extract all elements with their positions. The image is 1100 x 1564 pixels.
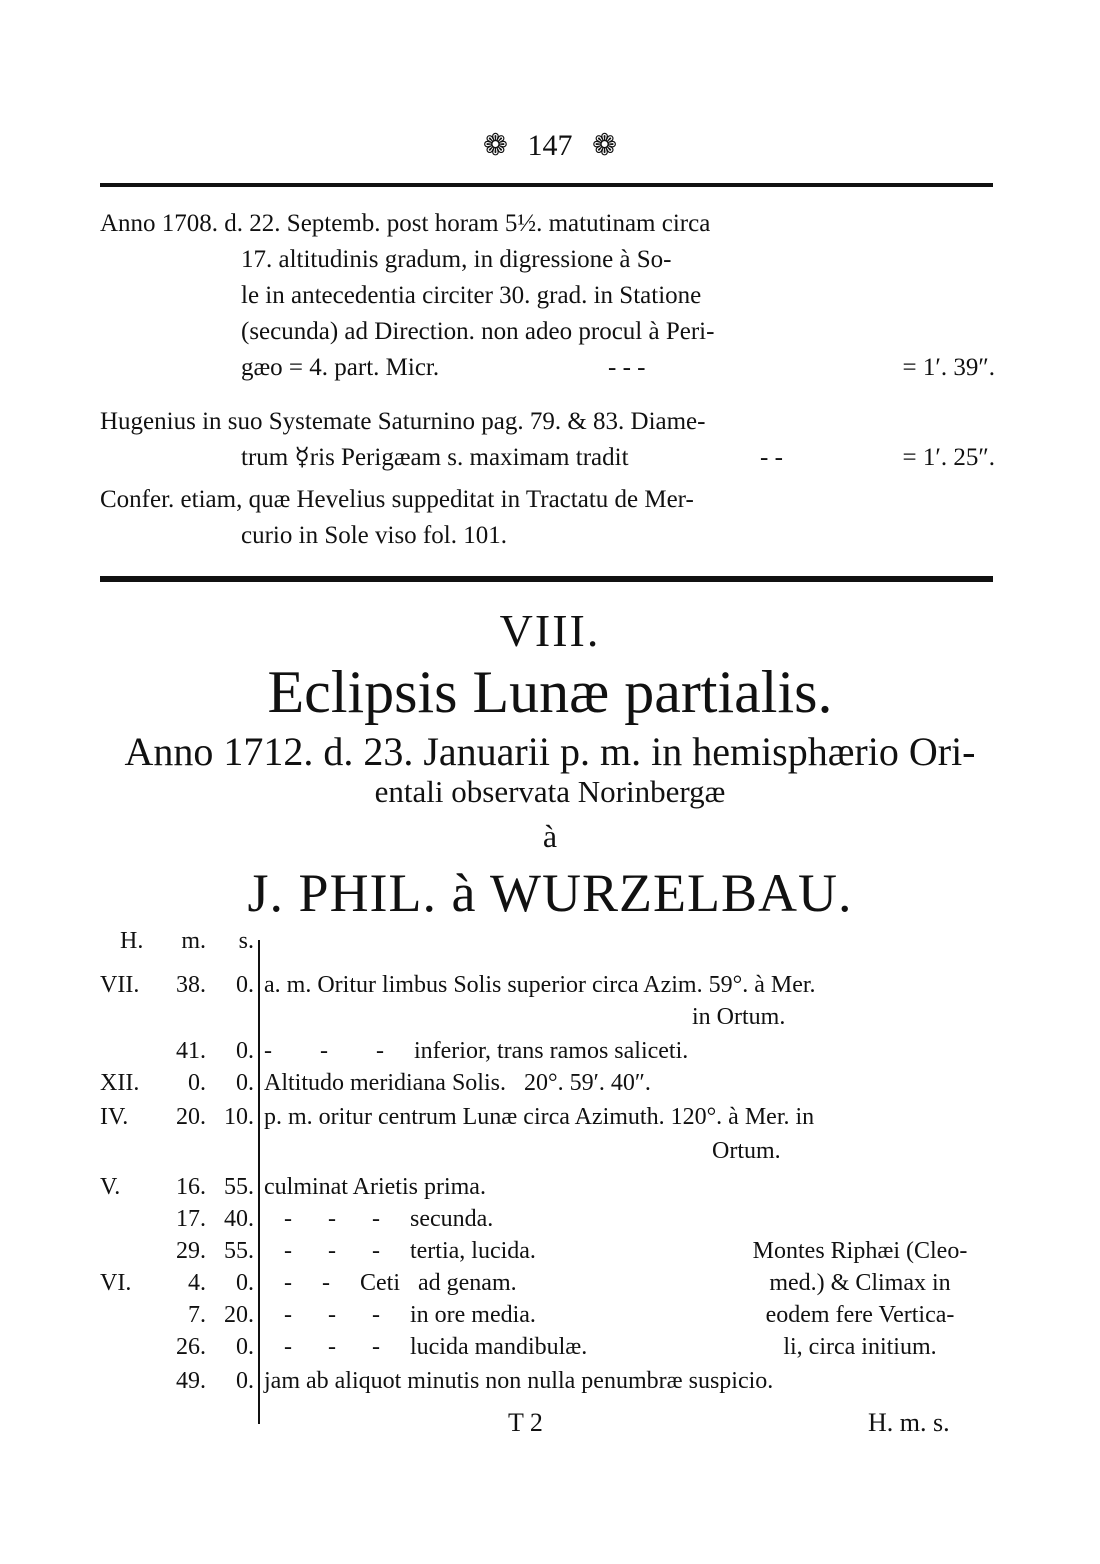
- entry-line: Hugenius in suo Systemate Saturnino pag. 79. & 83. Diame-: [100, 408, 706, 435]
- ornament-left-icon: ❁: [482, 129, 508, 162]
- table-row: [96, 1302, 996, 1332]
- page-number: 147: [527, 129, 573, 162]
- table-row-continuation: [96, 1004, 996, 1034]
- cell-minutes: 29.: [176, 1238, 206, 1264]
- cell-seconds: 0.: [236, 1334, 254, 1360]
- table-row: [96, 1070, 996, 1100]
- cell-seconds: 0.: [236, 1070, 254, 1096]
- section-subtitle-line1: Anno 1712. d. 23. Januarii p. m. in hemisphærio Ori-: [124, 729, 976, 774]
- cell-minutes: 20.: [176, 1104, 206, 1130]
- cell-hours: IV.: [100, 1104, 129, 1130]
- hugenius-diameter: = 1′. 25″.: [902, 444, 995, 471]
- cell-minutes: 26.: [176, 1334, 206, 1360]
- cell-observation: - - - lucida mandibulæ.: [284, 1334, 588, 1360]
- header-minutes: m.: [181, 928, 206, 954]
- cell-hours: VI.: [100, 1270, 132, 1296]
- cell-minutes: 16.: [176, 1174, 206, 1200]
- entry-mercury-1708: [100, 206, 995, 386]
- cell-minutes: 49.: [176, 1368, 206, 1394]
- entry-line: Anno 1708. d. 22. Septemb. post horam 5½. matutinam circa: [100, 210, 711, 237]
- table-row: [96, 1174, 996, 1204]
- section-title: Eclipsis Lunæ partialis.: [267, 659, 833, 725]
- cell-observation: - - - secunda.: [284, 1206, 494, 1232]
- cell-observation: p. m. oritur centrum Lunæ circa Azimuth. 120°. à Mer. in: [264, 1104, 815, 1130]
- table-row-continuation: [96, 1138, 996, 1168]
- entry-line: (secunda) ad Direction. non adeo procul à Peri-: [241, 318, 715, 345]
- cell-observation: - - - tertia, lucida.: [284, 1238, 536, 1264]
- leader-dashes: - - -: [608, 354, 646, 381]
- cell-hours: V.: [100, 1174, 121, 1200]
- table-row: [96, 1206, 996, 1236]
- section-preposition: à: [542, 818, 558, 854]
- cell-seconds: 20.: [224, 1302, 254, 1328]
- entry-line-last: [100, 440, 995, 476]
- cell-side-note: Montes Riphæi (Cleo-: [752, 1238, 968, 1264]
- entry-line: le in antecedentia circiter 30. grad. in Statione: [241, 282, 702, 309]
- cell-minutes: 17.: [176, 1206, 206, 1232]
- section-subtitle-line2: entali observata Norinbergæ: [374, 774, 726, 809]
- cell-side-note: med.) & Climax in: [769, 1270, 951, 1296]
- cell-seconds: 0.: [236, 1368, 254, 1394]
- section-number: VIII.: [499, 605, 601, 656]
- cell-observation: jam ab aliquot minutis non nulla penumbræ suspicio.: [264, 1368, 774, 1394]
- cell-minutes: 7.: [188, 1302, 206, 1328]
- cell-hours: XII.: [100, 1070, 140, 1096]
- cell-seconds: 40.: [224, 1206, 254, 1232]
- cell-observation: culminat Arietis prima.: [264, 1174, 486, 1200]
- header-rule: [100, 183, 993, 187]
- table-row: [96, 1270, 996, 1300]
- cell-observation: a. m. Oritur limbus Solis superior circa Azim. 59°. à Mer.: [264, 972, 816, 998]
- entry-text: trum ☿ris Perigæam s. maximam tradit: [241, 444, 629, 471]
- entry-line: 17. altitudinis gradum, in digressione à So-: [241, 246, 672, 273]
- table-row: [96, 1038, 996, 1068]
- table-header-row: [96, 928, 996, 958]
- cell-seconds: 55.: [224, 1174, 254, 1200]
- cell-observation: Ortum.: [712, 1138, 781, 1164]
- cell-observation: - - - inferior, trans ramos saliceti.: [264, 1038, 689, 1064]
- table-row: [96, 1104, 996, 1134]
- leader-dashes: - -: [760, 444, 783, 471]
- cell-observation: Altitudo meridiana Solis. 20°. 59′. 40″.: [264, 1070, 651, 1096]
- table-row: [96, 1334, 996, 1364]
- catchword: H. m. s.: [868, 1408, 950, 1437]
- cell-minutes: 4.: [188, 1270, 206, 1296]
- entry-text: gæo = 4. part. Micr.: [241, 354, 440, 381]
- section-rule: [100, 576, 993, 582]
- signature-mark: T 2: [508, 1408, 543, 1437]
- entry-line: curio in Sole viso fol. 101.: [241, 522, 507, 549]
- cell-seconds: 0.: [236, 1270, 254, 1296]
- cell-seconds: 0.: [236, 972, 254, 998]
- cell-observation: - - - in ore media.: [284, 1302, 536, 1328]
- cell-observation: in Ortum.: [692, 1004, 786, 1030]
- cell-seconds: 55.: [224, 1238, 254, 1264]
- measured-diameter: = 1′. 39″.: [902, 354, 995, 381]
- cell-observation: - - Ceti ad genam.: [284, 1270, 517, 1296]
- header-seconds: s.: [238, 928, 254, 954]
- entry-hugenius: [100, 404, 995, 476]
- cell-minutes: 38.: [176, 972, 206, 998]
- table-row: [96, 1368, 996, 1398]
- header-hours: H.: [120, 928, 144, 954]
- page-header: [0, 128, 1100, 163]
- cell-minutes: 41.: [176, 1038, 206, 1064]
- entry-line-last: [100, 350, 995, 386]
- cell-side-note: eodem fere Vertica-: [765, 1302, 955, 1328]
- table-row: [96, 972, 996, 1002]
- table-row: [96, 1238, 996, 1268]
- entry-hevelius: [100, 482, 995, 554]
- cell-hours: VII.: [100, 972, 140, 998]
- ornament-right-icon: ❁: [592, 129, 618, 162]
- entry-line: Confer. etiam, quæ Hevelius suppeditat in Tractatu de Mer-: [100, 486, 694, 513]
- cell-side-note: li, circa initium.: [783, 1334, 937, 1360]
- cell-minutes: 0.: [188, 1070, 206, 1096]
- cell-seconds: 0.: [236, 1038, 254, 1064]
- cell-seconds: 10.: [224, 1104, 254, 1130]
- section-author: J. PHIL. à WURZELBAU.: [247, 863, 853, 923]
